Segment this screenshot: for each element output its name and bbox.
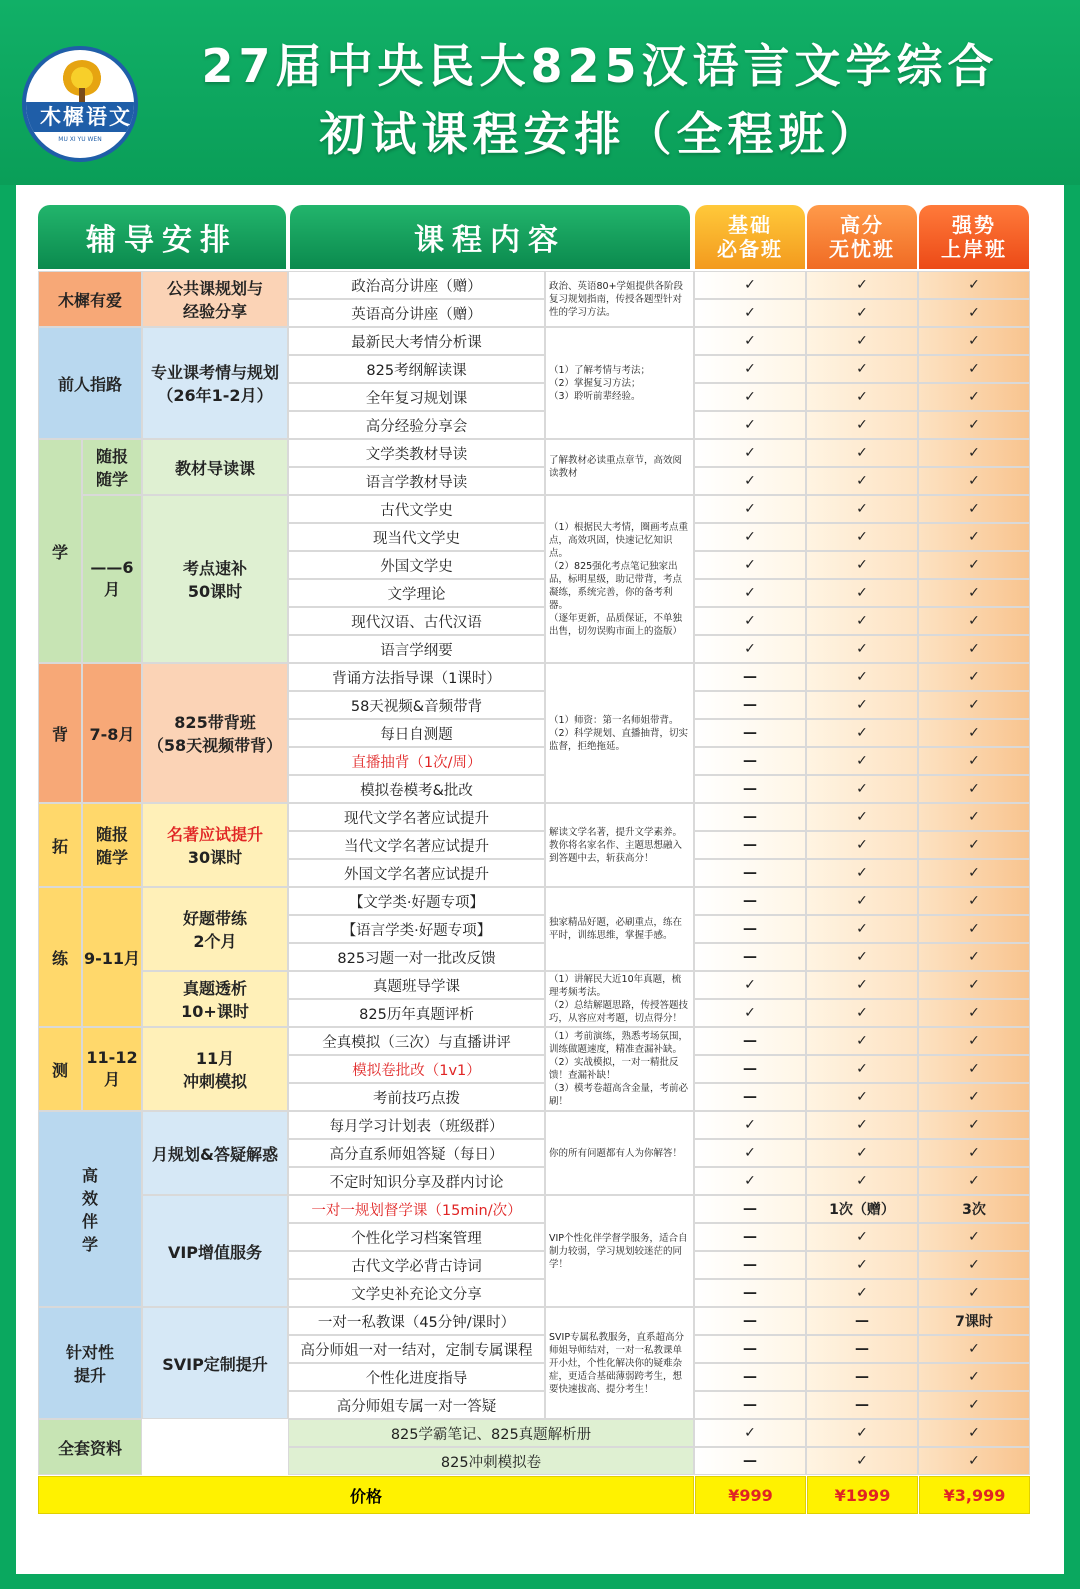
course-item: 个性化进度指导 bbox=[288, 1363, 545, 1391]
sub-mingzhu-title: 名著应试提升 bbox=[166, 825, 263, 844]
plan-mark: — bbox=[694, 1223, 806, 1251]
description-0: 政治、英语80+学姐提供各阶段复习规划指南，传授各题型针对性的学习方法。 bbox=[545, 271, 694, 327]
plan-mark: ✓ bbox=[806, 1055, 918, 1083]
sub-haoti: 好题带练 2个月 bbox=[142, 887, 288, 971]
description-11: SVIP专属私教服务，直系超高分师姐导师结对，一对一私教课单开小灶，个性化解决你的疑难杂症，更适合基础薄弱跨考生，想要快速拔高、提分考生！ bbox=[545, 1307, 694, 1419]
course-item: 825历年真题评析 bbox=[288, 999, 545, 1027]
plan-mark: — bbox=[694, 1251, 806, 1279]
plan-mark: ✓ bbox=[806, 1223, 918, 1251]
category-qianren: 前人指路 bbox=[38, 327, 142, 439]
plan-mark: ✓ bbox=[918, 271, 1030, 299]
course-item: 文学理论 bbox=[288, 579, 545, 607]
plan-mark: — bbox=[694, 859, 806, 887]
plan-mark: ✓ bbox=[806, 1447, 918, 1475]
ce-timing: 11-12月 bbox=[82, 1027, 142, 1111]
course-item: 58天视频&音频带背 bbox=[288, 691, 545, 719]
course-item: 语言学纲要 bbox=[288, 635, 545, 663]
course-item: 英语高分讲座（赠） bbox=[288, 299, 545, 327]
plan-mark: ✓ bbox=[918, 1419, 1030, 1447]
category-ziliao: 全套资料 bbox=[38, 1419, 142, 1475]
plan-mark: ✓ bbox=[806, 1083, 918, 1111]
plan-mark: ✓ bbox=[806, 719, 918, 747]
column-header-content: 课程内容 bbox=[290, 205, 690, 269]
category-ce: 测 bbox=[38, 1027, 82, 1111]
course-item: 直播抽背（1次/周） bbox=[288, 747, 545, 775]
course-item: 高分直系师姐答疑（每日） bbox=[288, 1139, 545, 1167]
plan-mark: ✓ bbox=[806, 887, 918, 915]
course-item: 高分师姐一对一结对，定制专属课程 bbox=[288, 1335, 545, 1363]
description-10: VIP个性化伴学督学服务，适合自制力较弱，学习规划较迷茫的同学！ bbox=[545, 1195, 694, 1307]
plan-mark: ✓ bbox=[806, 1139, 918, 1167]
plan-mark: ✓ bbox=[806, 999, 918, 1027]
plan-mark: ✓ bbox=[918, 719, 1030, 747]
sub-zhenti: 真题透析 10+课时 bbox=[142, 971, 288, 1027]
course-item: 语言学教材导读 bbox=[288, 467, 545, 495]
title-line-1: 27届中央民大825汉语言文学综合 bbox=[201, 39, 999, 93]
plan-mark: ✓ bbox=[918, 327, 1030, 355]
plan-mark: ✓ bbox=[694, 495, 806, 523]
course-item: 现代汉语、古代汉语 bbox=[288, 607, 545, 635]
column-header-plan-basic: 基础 必备班 bbox=[695, 205, 805, 269]
course-item: 现代文学名著应试提升 bbox=[288, 803, 545, 831]
column-header-arrangement: 辅导安排 bbox=[38, 205, 286, 269]
description-2: 了解教材必读重点章节，高效阅读教材 bbox=[545, 439, 694, 495]
plan-mark: ✓ bbox=[918, 1223, 1030, 1251]
plan-mark: ✓ bbox=[918, 1083, 1030, 1111]
plan-mark: ✓ bbox=[694, 971, 806, 999]
plan-mark: ✓ bbox=[918, 803, 1030, 831]
xue-timing-1: 随报 随学 bbox=[82, 439, 142, 495]
course-item: 文学史补充论文分享 bbox=[288, 1279, 545, 1307]
logo-subtext: MU XI YU WEN bbox=[58, 136, 102, 143]
plan-mark: ✓ bbox=[918, 943, 1030, 971]
price-label: 价格 bbox=[38, 1476, 694, 1514]
plan-mark: ✓ bbox=[918, 1167, 1030, 1195]
plan-mark: ✓ bbox=[918, 1279, 1030, 1307]
course-item: 政治高分讲座（赠） bbox=[288, 271, 545, 299]
plan-mark: ✓ bbox=[918, 1139, 1030, 1167]
plan-mark: ✓ bbox=[694, 411, 806, 439]
lian-timing: 9-11月 bbox=[82, 887, 142, 1027]
plan-mark: — bbox=[694, 719, 806, 747]
description-3: （1）根据民大考情，圈画考点重点，高效巩固，快速记忆知识点。 （2）825强化考点笔记独家出品，标明星级，助记带背，考点凝练，系统完善，你的备考利器。 （逐年更新，品质保证，不单独出售，切勿误购市面上的盗版） bbox=[545, 495, 694, 663]
plan-mark: ✓ bbox=[918, 691, 1030, 719]
tuo-timing: 随报 随学 bbox=[82, 803, 142, 887]
plan-mark: — bbox=[694, 1335, 806, 1363]
plan-mark: — bbox=[694, 1083, 806, 1111]
category-muxi: 木樨有爱 bbox=[38, 271, 142, 327]
plan-mark: ✓ bbox=[806, 775, 918, 803]
plan-mark: — bbox=[694, 887, 806, 915]
plan-mark: ✓ bbox=[806, 551, 918, 579]
plan-mark: ✓ bbox=[806, 271, 918, 299]
course-item: 现当代文学史 bbox=[288, 523, 545, 551]
plan-mark: ✓ bbox=[806, 831, 918, 859]
plan-mark: ✓ bbox=[694, 1167, 806, 1195]
plan-mark: ✓ bbox=[694, 999, 806, 1027]
sub-mingzhu-hours: 30课时 bbox=[187, 848, 243, 867]
plan-mark: — bbox=[694, 1391, 806, 1419]
plan-mark: ✓ bbox=[918, 635, 1030, 663]
plan-mark: ✓ bbox=[694, 467, 806, 495]
course-item: 文学类教材导读 bbox=[288, 439, 545, 467]
plan-mark: ✓ bbox=[806, 607, 918, 635]
plan-mark: ✓ bbox=[918, 1335, 1030, 1363]
plan-mark: ✓ bbox=[918, 1027, 1030, 1055]
plan-mark: 1次（赠） bbox=[806, 1195, 918, 1223]
plan-mark: ✓ bbox=[806, 1167, 918, 1195]
plan-mark: ✓ bbox=[694, 1139, 806, 1167]
plan-mark: ✓ bbox=[918, 887, 1030, 915]
plan-mark: ✓ bbox=[806, 579, 918, 607]
plan-mark: ✓ bbox=[918, 467, 1030, 495]
plan-mark: ✓ bbox=[694, 579, 806, 607]
plan-mark: ✓ bbox=[806, 439, 918, 467]
plan-mark: ✓ bbox=[806, 327, 918, 355]
logo bbox=[22, 46, 138, 162]
plan-mark: ✓ bbox=[806, 355, 918, 383]
plan-mark: ✓ bbox=[806, 859, 918, 887]
plan-mark: ✓ bbox=[918, 1251, 1030, 1279]
course-item: 825冲刺模拟卷 bbox=[288, 1447, 694, 1475]
plan-mark: — bbox=[694, 1447, 806, 1475]
plan-mark: ✓ bbox=[918, 831, 1030, 859]
plan-mark: — bbox=[694, 943, 806, 971]
description-9: 你的所有问题都有人为你解答！ bbox=[545, 1111, 694, 1195]
plan-mark: ✓ bbox=[694, 607, 806, 635]
category-gaoxiao: 高 效 伴 学 bbox=[38, 1111, 142, 1307]
course-item: 一对一私教课（45分钟/课时） bbox=[288, 1307, 545, 1335]
plan-mark: ✓ bbox=[806, 495, 918, 523]
course-item: 考前技巧点拨 bbox=[288, 1083, 545, 1111]
course-item: 个性化学习档案管理 bbox=[288, 1223, 545, 1251]
plan-mark: ✓ bbox=[918, 1391, 1030, 1419]
plan-mark: ✓ bbox=[918, 775, 1030, 803]
plan-mark: — bbox=[694, 663, 806, 691]
course-item: 古代文学必背古诗词 bbox=[288, 1251, 545, 1279]
category-tuo: 拓 bbox=[38, 803, 82, 887]
sub-zhuanyeke: 专业课考情与规划 （26年1-2月） bbox=[142, 327, 288, 439]
plan-mark: ✓ bbox=[694, 551, 806, 579]
plan-mark: ✓ bbox=[918, 1111, 1030, 1139]
plan-mark: ✓ bbox=[918, 607, 1030, 635]
plan-mark: ✓ bbox=[918, 1055, 1030, 1083]
course-item: 每月学习计划表（班级群） bbox=[288, 1111, 545, 1139]
course-item: 外国文学名著应试提升 bbox=[288, 859, 545, 887]
plan-mark: ✓ bbox=[806, 971, 918, 999]
plan-mark: — bbox=[694, 1307, 806, 1335]
plan-mark: ✓ bbox=[918, 663, 1030, 691]
price-basic: ¥999 bbox=[695, 1476, 806, 1514]
plan-mark: ✓ bbox=[694, 635, 806, 663]
course-item: 模拟卷批改（1v1） bbox=[288, 1055, 545, 1083]
course-item: 【文学类·好题专项】 bbox=[288, 887, 545, 915]
title-line-2: 初试课程安排（全程班） bbox=[319, 107, 881, 161]
plan-mark: — bbox=[694, 1195, 806, 1223]
plan-mark: ✓ bbox=[918, 579, 1030, 607]
course-item: 每日自测题 bbox=[288, 719, 545, 747]
description-7: （1）讲解民大近10年真题，梳理考频考法。 （2）总结解题思路，传授答题技巧，从容应对考题，切点得分！ bbox=[545, 971, 694, 1027]
sub-mingzhu bbox=[142, 803, 288, 887]
plan-mark: ✓ bbox=[918, 383, 1030, 411]
description-1: （1）了解考情与考法； （2）掌握复习方法； （3）聆听前辈经验。 bbox=[545, 327, 694, 439]
sub-kaodian: 考点速补 50课时 bbox=[142, 495, 288, 663]
plan-mark: 7课时 bbox=[918, 1307, 1030, 1335]
course-item: 古代文学史 bbox=[288, 495, 545, 523]
course-item: 825习题一对一批改反馈 bbox=[288, 943, 545, 971]
plan-mark: — bbox=[806, 1363, 918, 1391]
plan-mark: — bbox=[694, 1055, 806, 1083]
plan-mark: ✓ bbox=[806, 1251, 918, 1279]
course-item: 模拟卷模考&批改 bbox=[288, 775, 545, 803]
plan-mark: ✓ bbox=[806, 915, 918, 943]
plan-mark: ✓ bbox=[806, 803, 918, 831]
plan-mark: ✓ bbox=[918, 299, 1030, 327]
description-5: 解读文学名著，提升文学素养。教你将名家名作、主题思想融入到答题中去，斩获高分！ bbox=[545, 803, 694, 887]
plan-mark: ✓ bbox=[694, 1111, 806, 1139]
plan-mark: ✓ bbox=[694, 523, 806, 551]
logo-text: 木樨语文 bbox=[22, 102, 138, 132]
category-zhenduixing: 针对性 提升 bbox=[38, 1307, 142, 1419]
plan-mark: ✓ bbox=[918, 859, 1030, 887]
plan-mark: ✓ bbox=[694, 439, 806, 467]
course-item: 真题班导学课 bbox=[288, 971, 545, 999]
sub-svip: SVIP定制提升 bbox=[142, 1307, 288, 1419]
plan-mark: ✓ bbox=[806, 467, 918, 495]
sub-gonggongke: 公共课规划与 经验分享 bbox=[142, 271, 288, 327]
plan-mark: 3次 bbox=[918, 1195, 1030, 1223]
plan-mark: ✓ bbox=[806, 1419, 918, 1447]
plan-mark: ✓ bbox=[694, 271, 806, 299]
course-item: 全年复习规划课 bbox=[288, 383, 545, 411]
plan-mark: ✓ bbox=[806, 635, 918, 663]
plan-mark: ✓ bbox=[806, 1279, 918, 1307]
plan-mark: — bbox=[694, 1363, 806, 1391]
column-header-plan-strong: 强势 上岸班 bbox=[919, 205, 1029, 269]
plan-mark: — bbox=[694, 831, 806, 859]
course-item: 最新民大考情分析课 bbox=[288, 327, 545, 355]
plan-mark: — bbox=[694, 915, 806, 943]
plan-mark: — bbox=[694, 747, 806, 775]
category-xue: 学 bbox=[38, 439, 82, 663]
plan-mark: ✓ bbox=[918, 1447, 1030, 1475]
column-header-plan-high: 高分 无忧班 bbox=[807, 205, 917, 269]
sub-chongci: 11月 冲刺模拟 bbox=[142, 1027, 288, 1111]
course-item: 高分师姐专属一对一答疑 bbox=[288, 1391, 545, 1419]
price-high: ¥1999 bbox=[807, 1476, 918, 1514]
plan-mark: ✓ bbox=[918, 495, 1030, 523]
plan-mark: ✓ bbox=[694, 383, 806, 411]
plan-mark: ✓ bbox=[694, 327, 806, 355]
plan-mark: — bbox=[694, 1279, 806, 1307]
plan-mark: ✓ bbox=[806, 1027, 918, 1055]
plan-mark: — bbox=[694, 691, 806, 719]
description-6: 独家精品好题，必刷重点，练在平时，训练思维，掌握手感。 bbox=[545, 887, 694, 971]
plan-mark: ✓ bbox=[806, 299, 918, 327]
plan-mark: ✓ bbox=[806, 691, 918, 719]
course-item: 背诵方法指导课（1课时） bbox=[288, 663, 545, 691]
plan-mark: ✓ bbox=[806, 1111, 918, 1139]
plan-mark: ✓ bbox=[806, 523, 918, 551]
plan-mark: ✓ bbox=[918, 523, 1030, 551]
plan-mark: — bbox=[806, 1335, 918, 1363]
plan-mark: — bbox=[694, 803, 806, 831]
xue-timing-2: ——6月 bbox=[82, 495, 142, 663]
plan-mark: ✓ bbox=[918, 551, 1030, 579]
course-item: 一对一规划督学课（15min/次） bbox=[288, 1195, 545, 1223]
plan-mark: — bbox=[806, 1307, 918, 1335]
sub-daibei: 825带背班 （58天视频带背） bbox=[142, 663, 288, 803]
sub-vip: VIP增值服务 bbox=[142, 1195, 288, 1307]
price-strong: ¥3,999 bbox=[919, 1476, 1030, 1514]
plan-mark: ✓ bbox=[694, 299, 806, 327]
sub-yueguihua: 月规划&答疑解惑 bbox=[142, 1111, 288, 1195]
course-item: 825学霸笔记、825真题解析册 bbox=[288, 1419, 694, 1447]
course-item: 当代文学名著应试提升 bbox=[288, 831, 545, 859]
course-item: 【语言学类·好题专项】 bbox=[288, 915, 545, 943]
plan-mark: ✓ bbox=[918, 999, 1030, 1027]
bei-timing: 7-8月 bbox=[82, 663, 142, 803]
course-item: 825考纲解读课 bbox=[288, 355, 545, 383]
plan-mark: — bbox=[694, 1027, 806, 1055]
course-item: 高分经验分享会 bbox=[288, 411, 545, 439]
category-lian: 练 bbox=[38, 887, 82, 1027]
plan-mark: ✓ bbox=[918, 439, 1030, 467]
plan-mark: ✓ bbox=[694, 355, 806, 383]
plan-mark: ✓ bbox=[918, 355, 1030, 383]
plan-mark: — bbox=[806, 1391, 918, 1419]
category-bei: 背 bbox=[38, 663, 82, 803]
description-8: （1）考前演练，熟悉考场氛围，训练做题速度，精准查漏补缺。 （2）实战模拟，一对一精批反馈！查漏补缺！ （3）模考卷超高含金量，考前必刷！ bbox=[545, 1027, 694, 1111]
course-item: 全真模拟（三次）与直播讲评 bbox=[288, 1027, 545, 1055]
sub-jiaocai: 教材导读课 bbox=[142, 439, 288, 495]
plan-mark: ✓ bbox=[918, 971, 1030, 999]
course-item: 外国文学史 bbox=[288, 551, 545, 579]
plan-mark: ✓ bbox=[918, 1363, 1030, 1391]
plan-mark: ✓ bbox=[918, 747, 1030, 775]
plan-mark: ✓ bbox=[918, 915, 1030, 943]
plan-mark: ✓ bbox=[694, 1419, 806, 1447]
plan-mark: ✓ bbox=[806, 663, 918, 691]
plan-mark: — bbox=[694, 775, 806, 803]
course-item: 不定时知识分享及群内讨论 bbox=[288, 1167, 545, 1195]
plan-mark: ✓ bbox=[918, 411, 1030, 439]
plan-mark: ✓ bbox=[806, 747, 918, 775]
plan-mark: ✓ bbox=[806, 411, 918, 439]
plan-mark: ✓ bbox=[806, 383, 918, 411]
plan-mark: ✓ bbox=[806, 943, 918, 971]
description-4: （1）师资：第一名师姐带背。 （2）科学规划、直播抽背，切实监督，拒绝拖延。 bbox=[545, 663, 694, 803]
